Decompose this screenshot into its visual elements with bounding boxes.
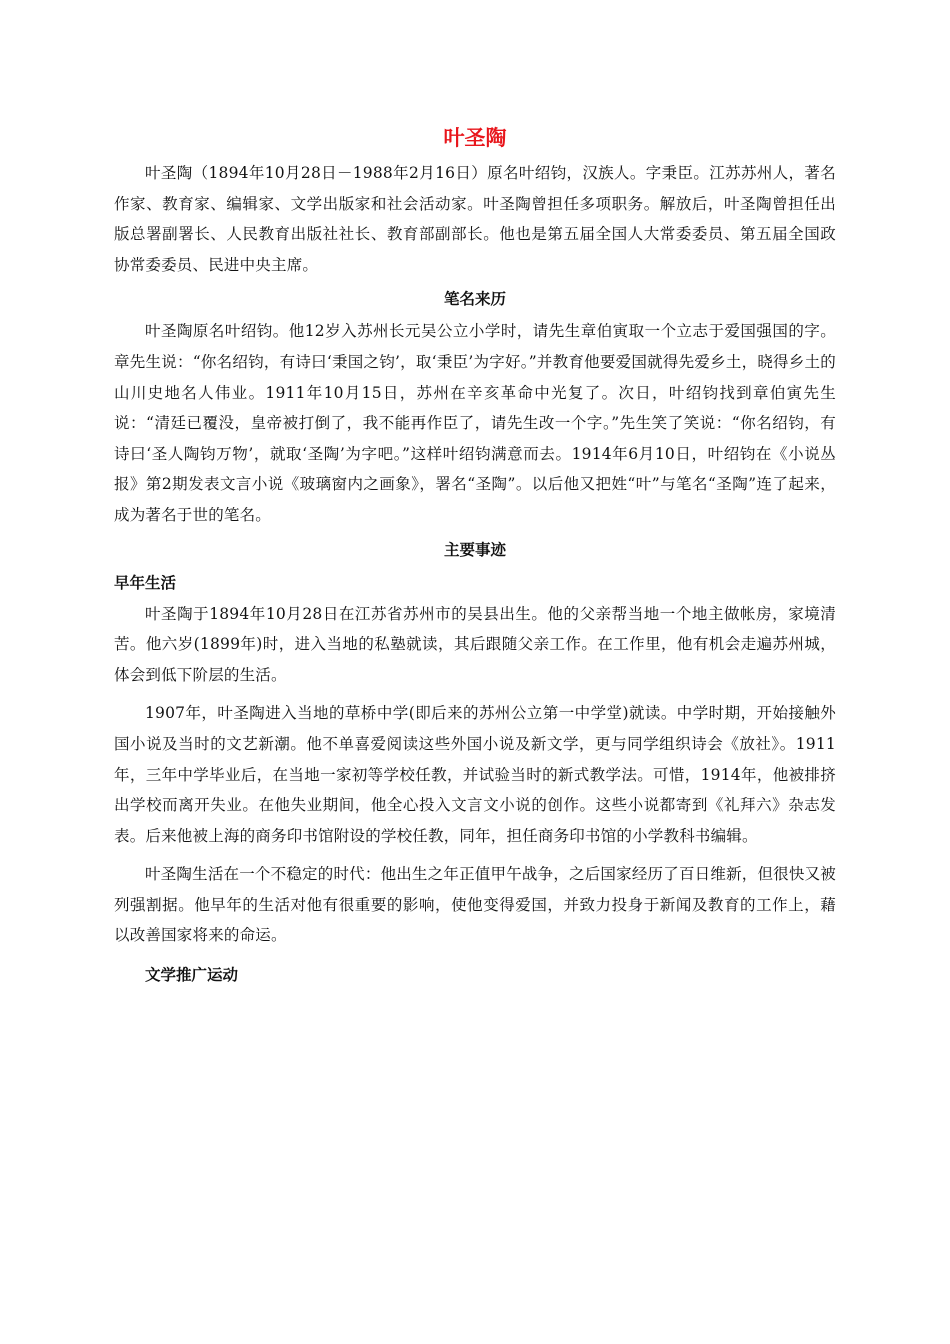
pen-name-paragraph: 叶圣陶原名叶绍钧。他12岁入苏州长元吴公立小学时，请先生章伯寅取一个立志于爱国强国的字。章先生说：“你名绍钧，有诗曰‘秉国之钧’，取‘秉臣’为字好。”并教育他要爱国就得先爱乡土，晓得乡土的山川史地名人伟业。1911年10月15日，苏州在辛亥革命中光复了。次日，叶绍钧找到章伯寅先生说：“清廷已覆没，皇帝被打倒了，我不能再作臣了，请先生改一个字。”先生笑了笑说：“你名绍钧，有诗曰‘圣人陶钧万物’，就取‘圣陶’为字吧。”这样叶绍钧满意而去。1914年6月10日，叶绍钧在《小说丛报》第2期发表文言小说《玻璃窗内之画象》，署名“圣陶”。以后他又把姓“叶”与笔名“圣陶”连了起来，成为著名于世的笔名。 <box>114 322 836 524</box>
early-life-paragraph-2: 1907年，叶圣陶进入当地的草桥中学(即后来的苏州公立第一中学堂)就读。中学时期，开始接触外国小说及当时的文艺新潮。他不单喜爱阅读这些外国小说及新文学，更与同学组织诗会《放社》。1911年，三年中学毕业后，在当地一家初等学校任教，并试验当时的新式教学法。可惜，1914年，他被排挤出学校而离开失业。在他失业期间，他全心投入文言文小说的创作。这些小说都寄到《礼拜六》杂志发表。后来他被上海的商务印书馆附设的学校任教，同年，担任商务印书馆的小学教科书编辑。 <box>114 704 836 845</box>
early-life-paragraph-1: 叶圣陶于1894年10月28日在江苏省苏州市的吴县出生。他的父亲帮当地一个地主做帐房，家境清苦。他六岁(1899年)时，进入当地的私塾就读，其后跟随父亲工作。在工作里，他有机会走遍苏州城，体会到低下阶层的生活。 <box>114 604 836 684</box>
subheading-early-life: 早年生活 <box>114 572 177 592</box>
document-page <box>114 118 836 991</box>
section-heading-pen-name: 笔名来历 <box>443 289 506 309</box>
section-heading-main-deeds: 主要事迹 <box>443 539 506 559</box>
early-life-paragraph-3: 叶圣陶生活在一个不稳定的时代：他出生之年正值甲午战争，之后国家经历了百日维新，但很快又被列强割据。他早年的生活对他有很重要的影响，使他变得爱国，并致力投身于新闻及教育的工作上，藉以改善国家将来的命运。 <box>114 865 836 945</box>
document-title: 叶圣陶 <box>443 125 507 150</box>
subheading-literature-movement: 文学推广运动 <box>145 965 239 985</box>
intro-paragraph: 叶圣陶（1894年10月28日－1988年2月16日）原名叶绍钧，汉族人。字秉臣。江苏苏州人，著名作家、教育家、编辑家、文学出版家和社会活动家。叶圣陶曾担任多项职务。解放后，叶圣陶曾担任出版总署副署长、人民教育出版社社长、教育部副部长。他也是第五届全国人大常委委员、第五届全国政协常委委员、民进中央主席。 <box>114 164 836 274</box>
